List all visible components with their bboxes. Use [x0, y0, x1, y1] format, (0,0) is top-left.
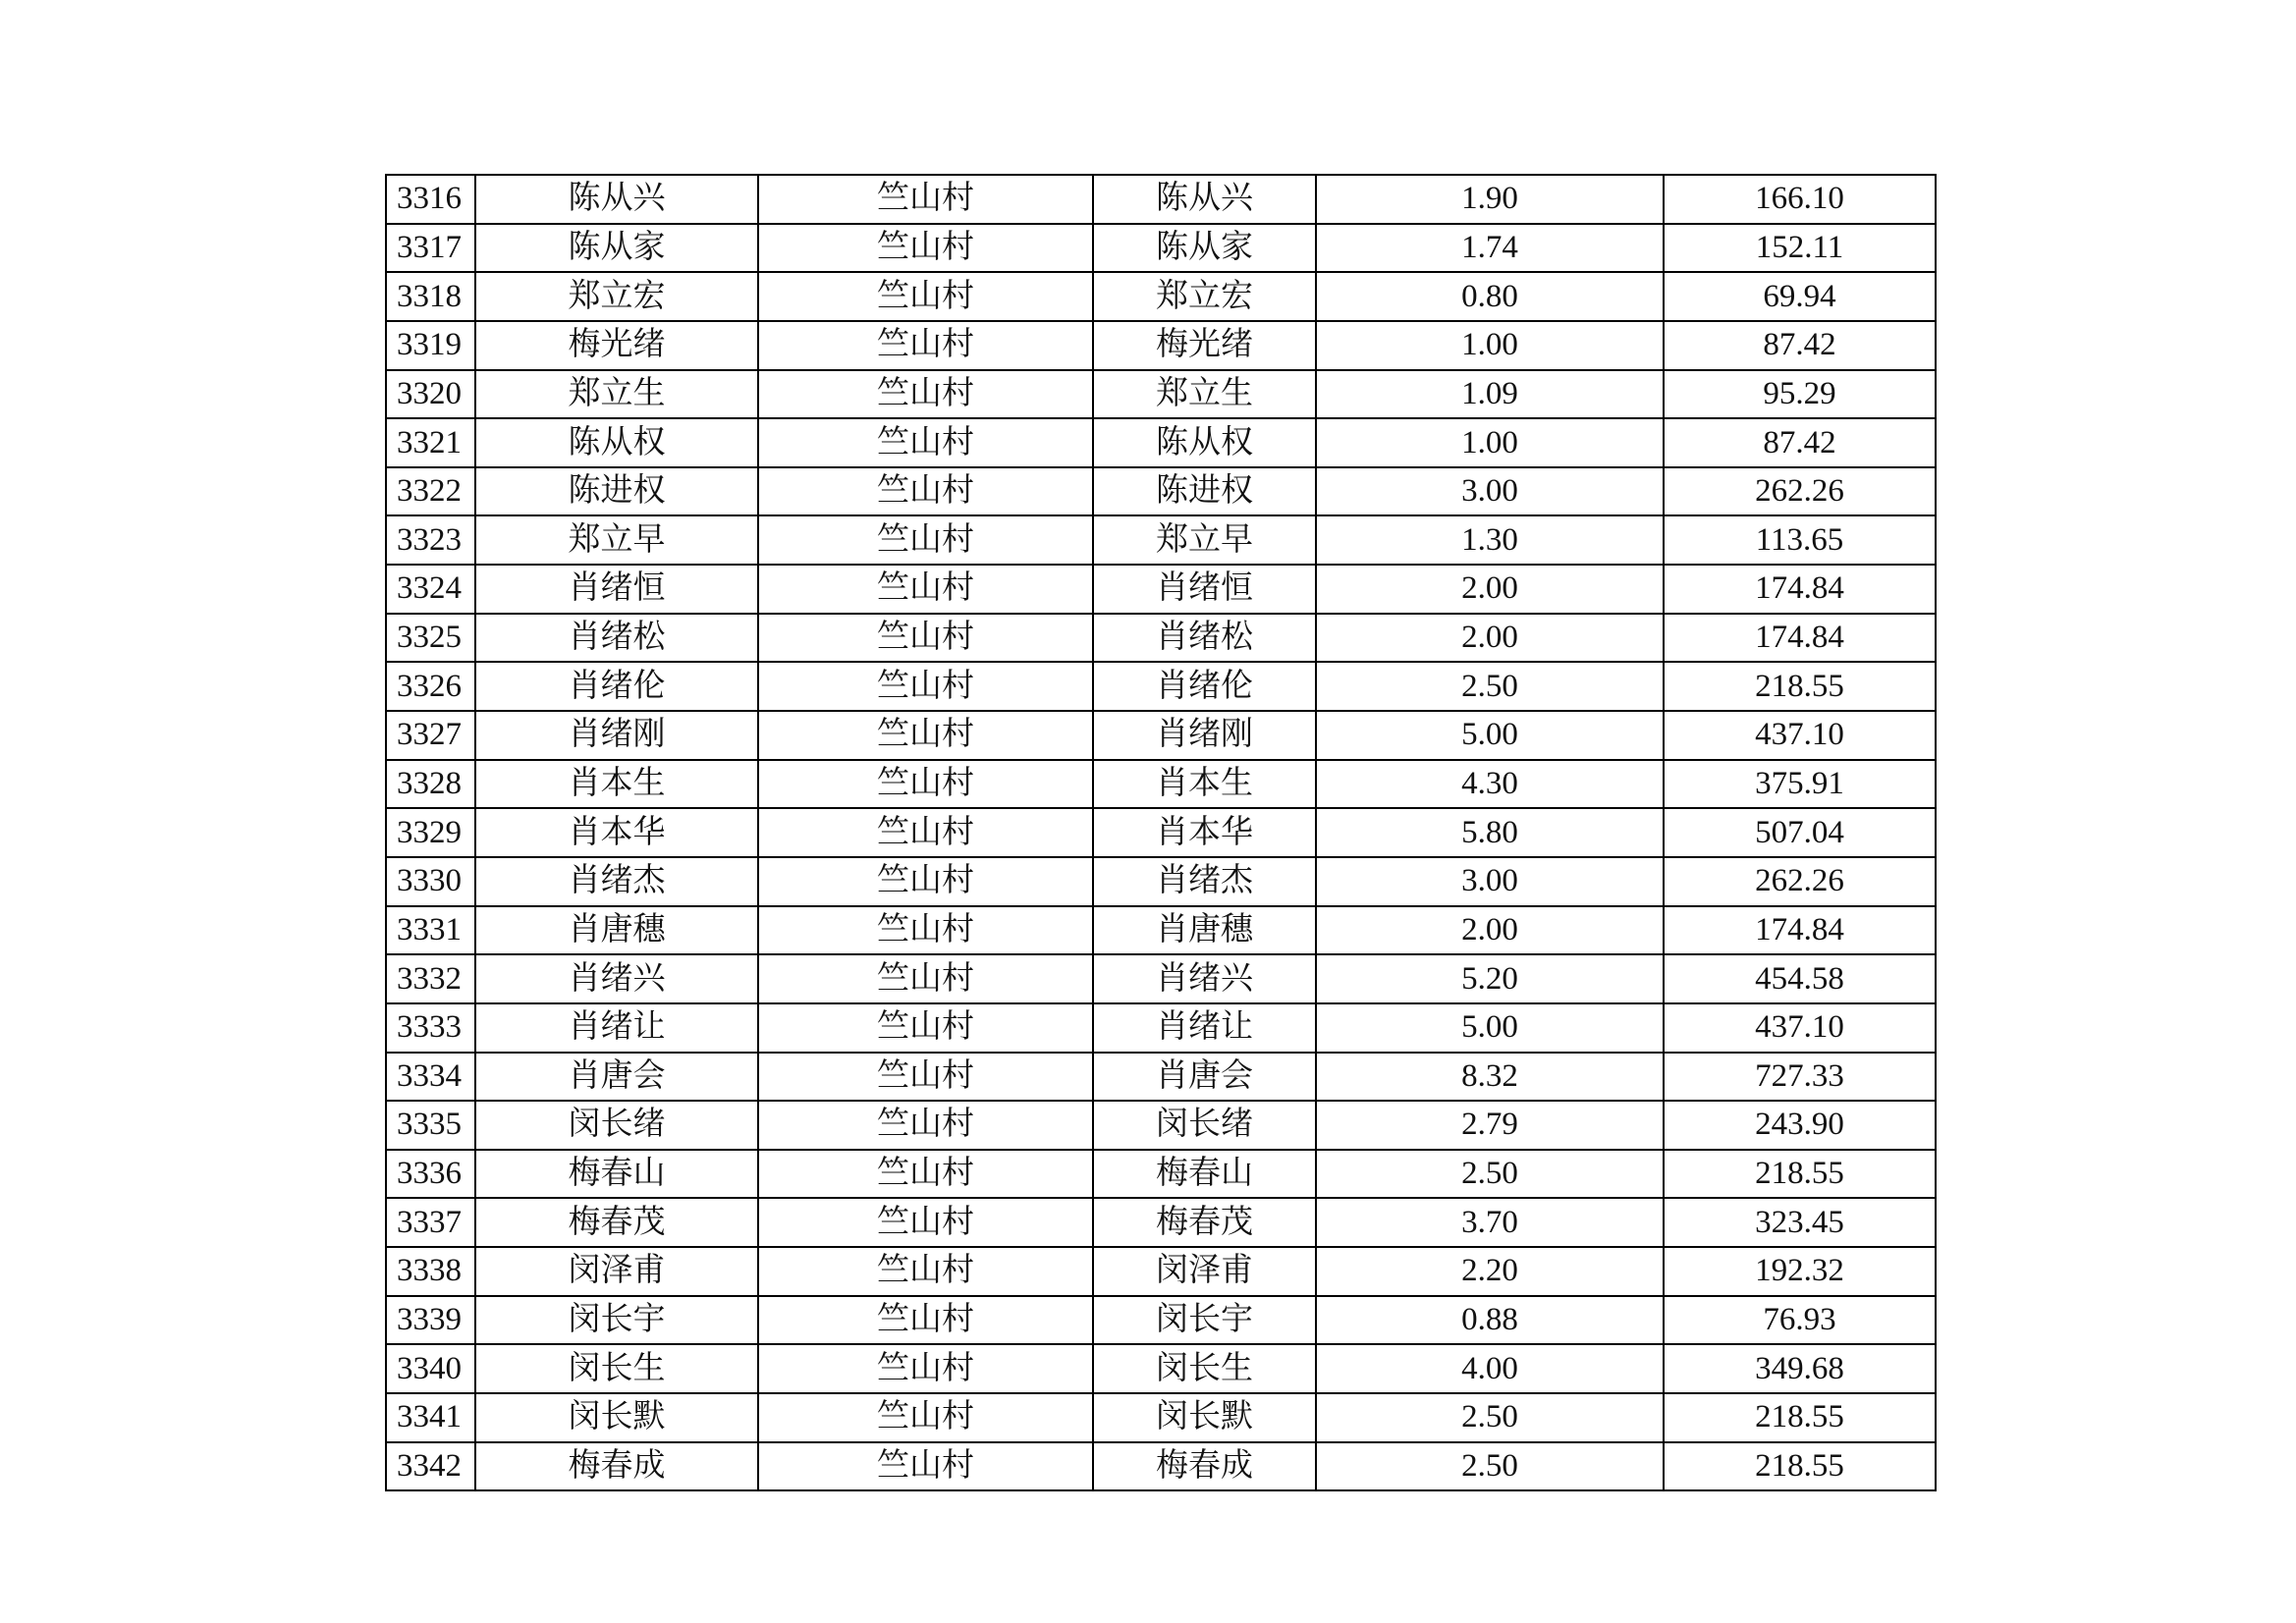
- village-cell: 竺山村: [758, 1442, 1093, 1491]
- row-number-cell: 3331: [386, 906, 475, 955]
- table-row: [386, 224, 1936, 273]
- village-cell: 竺山村: [758, 1003, 1093, 1053]
- name-cell: 梅春山: [475, 1150, 758, 1199]
- amount-cell: 166.10: [1664, 175, 1936, 224]
- holder-cell: 闵泽甫: [1093, 1247, 1316, 1296]
- table-row: [386, 857, 1936, 906]
- area-cell: 4.00: [1316, 1344, 1664, 1393]
- holder-cell: 闵长生: [1093, 1344, 1316, 1393]
- name-cell: 肖绪伦: [475, 662, 758, 711]
- table-row: [386, 272, 1936, 321]
- holder-cell: 肖绪杰: [1093, 857, 1316, 906]
- village-cell: 竺山村: [758, 370, 1093, 419]
- village-cell: 竺山村: [758, 515, 1093, 565]
- area-cell: 5.00: [1316, 1003, 1664, 1053]
- amount-cell: 174.84: [1664, 906, 1936, 955]
- amount-cell: 76.93: [1664, 1296, 1936, 1345]
- area-cell: 0.80: [1316, 272, 1664, 321]
- row-number-cell: 3342: [386, 1442, 475, 1491]
- amount-cell: 87.42: [1664, 418, 1936, 467]
- area-cell: 2.50: [1316, 1442, 1664, 1491]
- row-number-cell: 3341: [386, 1393, 475, 1442]
- area-cell: 8.32: [1316, 1053, 1664, 1102]
- area-cell: 2.20: [1316, 1247, 1664, 1296]
- name-cell: 肖绪恒: [475, 565, 758, 614]
- village-cell: 竺山村: [758, 565, 1093, 614]
- village-cell: 竺山村: [758, 1247, 1093, 1296]
- area-cell: 3.00: [1316, 857, 1664, 906]
- name-cell: 肖绪兴: [475, 954, 758, 1003]
- village-cell: 竺山村: [758, 1101, 1093, 1150]
- table-row: [386, 954, 1936, 1003]
- name-cell: 闵长生: [475, 1344, 758, 1393]
- amount-cell: 174.84: [1664, 614, 1936, 663]
- amount-cell: 727.33: [1664, 1053, 1936, 1102]
- name-cell: 梅春茂: [475, 1198, 758, 1247]
- amount-cell: 243.90: [1664, 1101, 1936, 1150]
- table-row: [386, 1393, 1936, 1442]
- name-cell: 陈从兴: [475, 175, 758, 224]
- name-cell: 闵泽甫: [475, 1247, 758, 1296]
- name-cell: 闵长绪: [475, 1101, 758, 1150]
- area-cell: 2.50: [1316, 662, 1664, 711]
- table-row: [386, 1053, 1936, 1102]
- area-cell: 2.50: [1316, 1150, 1664, 1199]
- amount-cell: 113.65: [1664, 515, 1936, 565]
- row-number-cell: 3326: [386, 662, 475, 711]
- row-number-cell: 3328: [386, 760, 475, 809]
- table-row: [386, 418, 1936, 467]
- table-row: [386, 467, 1936, 516]
- village-cell: 竺山村: [758, 1198, 1093, 1247]
- table-row: [386, 565, 1936, 614]
- holder-cell: 陈进权: [1093, 467, 1316, 516]
- village-cell: 竺山村: [758, 760, 1093, 809]
- village-cell: 竺山村: [758, 175, 1093, 224]
- name-cell: 肖唐穗: [475, 906, 758, 955]
- amount-cell: 437.10: [1664, 711, 1936, 760]
- holder-cell: 肖唐会: [1093, 1053, 1316, 1102]
- amount-cell: 174.84: [1664, 565, 1936, 614]
- area-cell: 1.00: [1316, 321, 1664, 370]
- row-number-cell: 3336: [386, 1150, 475, 1199]
- holder-cell: 肖绪伦: [1093, 662, 1316, 711]
- village-cell: 竺山村: [758, 808, 1093, 857]
- row-number-cell: 3319: [386, 321, 475, 370]
- area-cell: 2.50: [1316, 1393, 1664, 1442]
- holder-cell: 郑立生: [1093, 370, 1316, 419]
- table-row: [386, 370, 1936, 419]
- area-cell: 5.20: [1316, 954, 1664, 1003]
- holder-cell: 肖绪松: [1093, 614, 1316, 663]
- table-row: [386, 662, 1936, 711]
- amount-cell: 152.11: [1664, 224, 1936, 273]
- amount-cell: 87.42: [1664, 321, 1936, 370]
- amount-cell: 218.55: [1664, 1393, 1936, 1442]
- name-cell: 陈从权: [475, 418, 758, 467]
- village-cell: 竺山村: [758, 906, 1093, 955]
- holder-cell: 肖唐穗: [1093, 906, 1316, 955]
- name-cell: 肖本生: [475, 760, 758, 809]
- area-cell: 0.88: [1316, 1296, 1664, 1345]
- table-body: [386, 175, 1936, 1490]
- area-cell: 1.00: [1316, 418, 1664, 467]
- holder-cell: 梅春成: [1093, 1442, 1316, 1491]
- holder-cell: 陈从权: [1093, 418, 1316, 467]
- name-cell: 肖本华: [475, 808, 758, 857]
- name-cell: 肖绪让: [475, 1003, 758, 1053]
- row-number-cell: 3332: [386, 954, 475, 1003]
- area-cell: 2.00: [1316, 565, 1664, 614]
- village-cell: 竺山村: [758, 1393, 1093, 1442]
- table-row: [386, 808, 1936, 857]
- village-cell: 竺山村: [758, 954, 1093, 1003]
- row-number-cell: 3320: [386, 370, 475, 419]
- holder-cell: 肖绪让: [1093, 1003, 1316, 1053]
- holder-cell: 陈从家: [1093, 224, 1316, 273]
- village-cell: 竺山村: [758, 857, 1093, 906]
- area-cell: 3.70: [1316, 1198, 1664, 1247]
- row-number-cell: 3339: [386, 1296, 475, 1345]
- village-cell: 竺山村: [758, 1344, 1093, 1393]
- holder-cell: 闵长绪: [1093, 1101, 1316, 1150]
- row-number-cell: 3334: [386, 1053, 475, 1102]
- village-cell: 竺山村: [758, 321, 1093, 370]
- data-table: [385, 174, 1937, 1491]
- name-cell: 闵长默: [475, 1393, 758, 1442]
- row-number-cell: 3316: [386, 175, 475, 224]
- area-cell: 5.80: [1316, 808, 1664, 857]
- holder-cell: 梅春茂: [1093, 1198, 1316, 1247]
- area-cell: 1.74: [1316, 224, 1664, 273]
- table-row: [386, 1344, 1936, 1393]
- table-row: [386, 1296, 1936, 1345]
- holder-cell: 肖本生: [1093, 760, 1316, 809]
- amount-cell: 95.29: [1664, 370, 1936, 419]
- row-number-cell: 3340: [386, 1344, 475, 1393]
- holder-cell: 肖绪恒: [1093, 565, 1316, 614]
- area-cell: 1.09: [1316, 370, 1664, 419]
- name-cell: 梅光绪: [475, 321, 758, 370]
- holder-cell: 陈从兴: [1093, 175, 1316, 224]
- table-row: [386, 175, 1936, 224]
- table-row: [386, 1101, 1936, 1150]
- row-number-cell: 3318: [386, 272, 475, 321]
- row-number-cell: 3321: [386, 418, 475, 467]
- holder-cell: 郑立宏: [1093, 272, 1316, 321]
- name-cell: 肖绪刚: [475, 711, 758, 760]
- amount-cell: 323.45: [1664, 1198, 1936, 1247]
- amount-cell: 375.91: [1664, 760, 1936, 809]
- village-cell: 竺山村: [758, 1150, 1093, 1199]
- area-cell: 2.00: [1316, 614, 1664, 663]
- row-number-cell: 3322: [386, 467, 475, 516]
- holder-cell: 闵长宇: [1093, 1296, 1316, 1345]
- area-cell: 2.79: [1316, 1101, 1664, 1150]
- table-row: [386, 515, 1936, 565]
- area-cell: 1.90: [1316, 175, 1664, 224]
- amount-cell: 349.68: [1664, 1344, 1936, 1393]
- amount-cell: 218.55: [1664, 1442, 1936, 1491]
- row-number-cell: 3338: [386, 1247, 475, 1296]
- name-cell: 陈从家: [475, 224, 758, 273]
- table-row: [386, 614, 1936, 663]
- holder-cell: 肖绪刚: [1093, 711, 1316, 760]
- row-number-cell: 3337: [386, 1198, 475, 1247]
- name-cell: 肖唐会: [475, 1053, 758, 1102]
- area-cell: 2.00: [1316, 906, 1664, 955]
- table-row: [386, 1442, 1936, 1491]
- name-cell: 郑立生: [475, 370, 758, 419]
- village-cell: 竺山村: [758, 272, 1093, 321]
- holder-cell: 梅光绪: [1093, 321, 1316, 370]
- name-cell: 闵长宇: [475, 1296, 758, 1345]
- row-number-cell: 3329: [386, 808, 475, 857]
- name-cell: 肖绪杰: [475, 857, 758, 906]
- village-cell: 竺山村: [758, 662, 1093, 711]
- table-row: [386, 1003, 1936, 1053]
- row-number-cell: 3323: [386, 515, 475, 565]
- row-number-cell: 3317: [386, 224, 475, 273]
- row-number-cell: 3327: [386, 711, 475, 760]
- name-cell: 梅春成: [475, 1442, 758, 1491]
- amount-cell: 262.26: [1664, 467, 1936, 516]
- holder-cell: 梅春山: [1093, 1150, 1316, 1199]
- village-cell: 竺山村: [758, 418, 1093, 467]
- village-cell: 竺山村: [758, 467, 1093, 516]
- village-cell: 竺山村: [758, 1053, 1093, 1102]
- table-row: [386, 906, 1936, 955]
- area-cell: 5.00: [1316, 711, 1664, 760]
- table-row: [386, 1198, 1936, 1247]
- name-cell: 陈进权: [475, 467, 758, 516]
- amount-cell: 218.55: [1664, 1150, 1936, 1199]
- amount-cell: 218.55: [1664, 662, 1936, 711]
- village-cell: 竺山村: [758, 711, 1093, 760]
- table-row: [386, 1247, 1936, 1296]
- village-cell: 竺山村: [758, 1296, 1093, 1345]
- amount-cell: 262.26: [1664, 857, 1936, 906]
- holder-cell: 肖本华: [1093, 808, 1316, 857]
- table-row: [386, 760, 1936, 809]
- holder-cell: 闵长默: [1093, 1393, 1316, 1442]
- area-cell: 4.30: [1316, 760, 1664, 809]
- table-row: [386, 321, 1936, 370]
- amount-cell: 69.94: [1664, 272, 1936, 321]
- table-row: [386, 1150, 1936, 1199]
- row-number-cell: 3335: [386, 1101, 475, 1150]
- amount-cell: 507.04: [1664, 808, 1936, 857]
- table-row: [386, 711, 1936, 760]
- village-cell: 竺山村: [758, 614, 1093, 663]
- name-cell: 郑立早: [475, 515, 758, 565]
- row-number-cell: 3324: [386, 565, 475, 614]
- area-cell: 3.00: [1316, 467, 1664, 516]
- holder-cell: 郑立早: [1093, 515, 1316, 565]
- amount-cell: 437.10: [1664, 1003, 1936, 1053]
- name-cell: 肖绪松: [475, 614, 758, 663]
- amount-cell: 454.58: [1664, 954, 1936, 1003]
- row-number-cell: 3330: [386, 857, 475, 906]
- amount-cell: 192.32: [1664, 1247, 1936, 1296]
- holder-cell: 肖绪兴: [1093, 954, 1316, 1003]
- area-cell: 1.30: [1316, 515, 1664, 565]
- name-cell: 郑立宏: [475, 272, 758, 321]
- row-number-cell: 3325: [386, 614, 475, 663]
- village-cell: 竺山村: [758, 224, 1093, 273]
- row-number-cell: 3333: [386, 1003, 475, 1053]
